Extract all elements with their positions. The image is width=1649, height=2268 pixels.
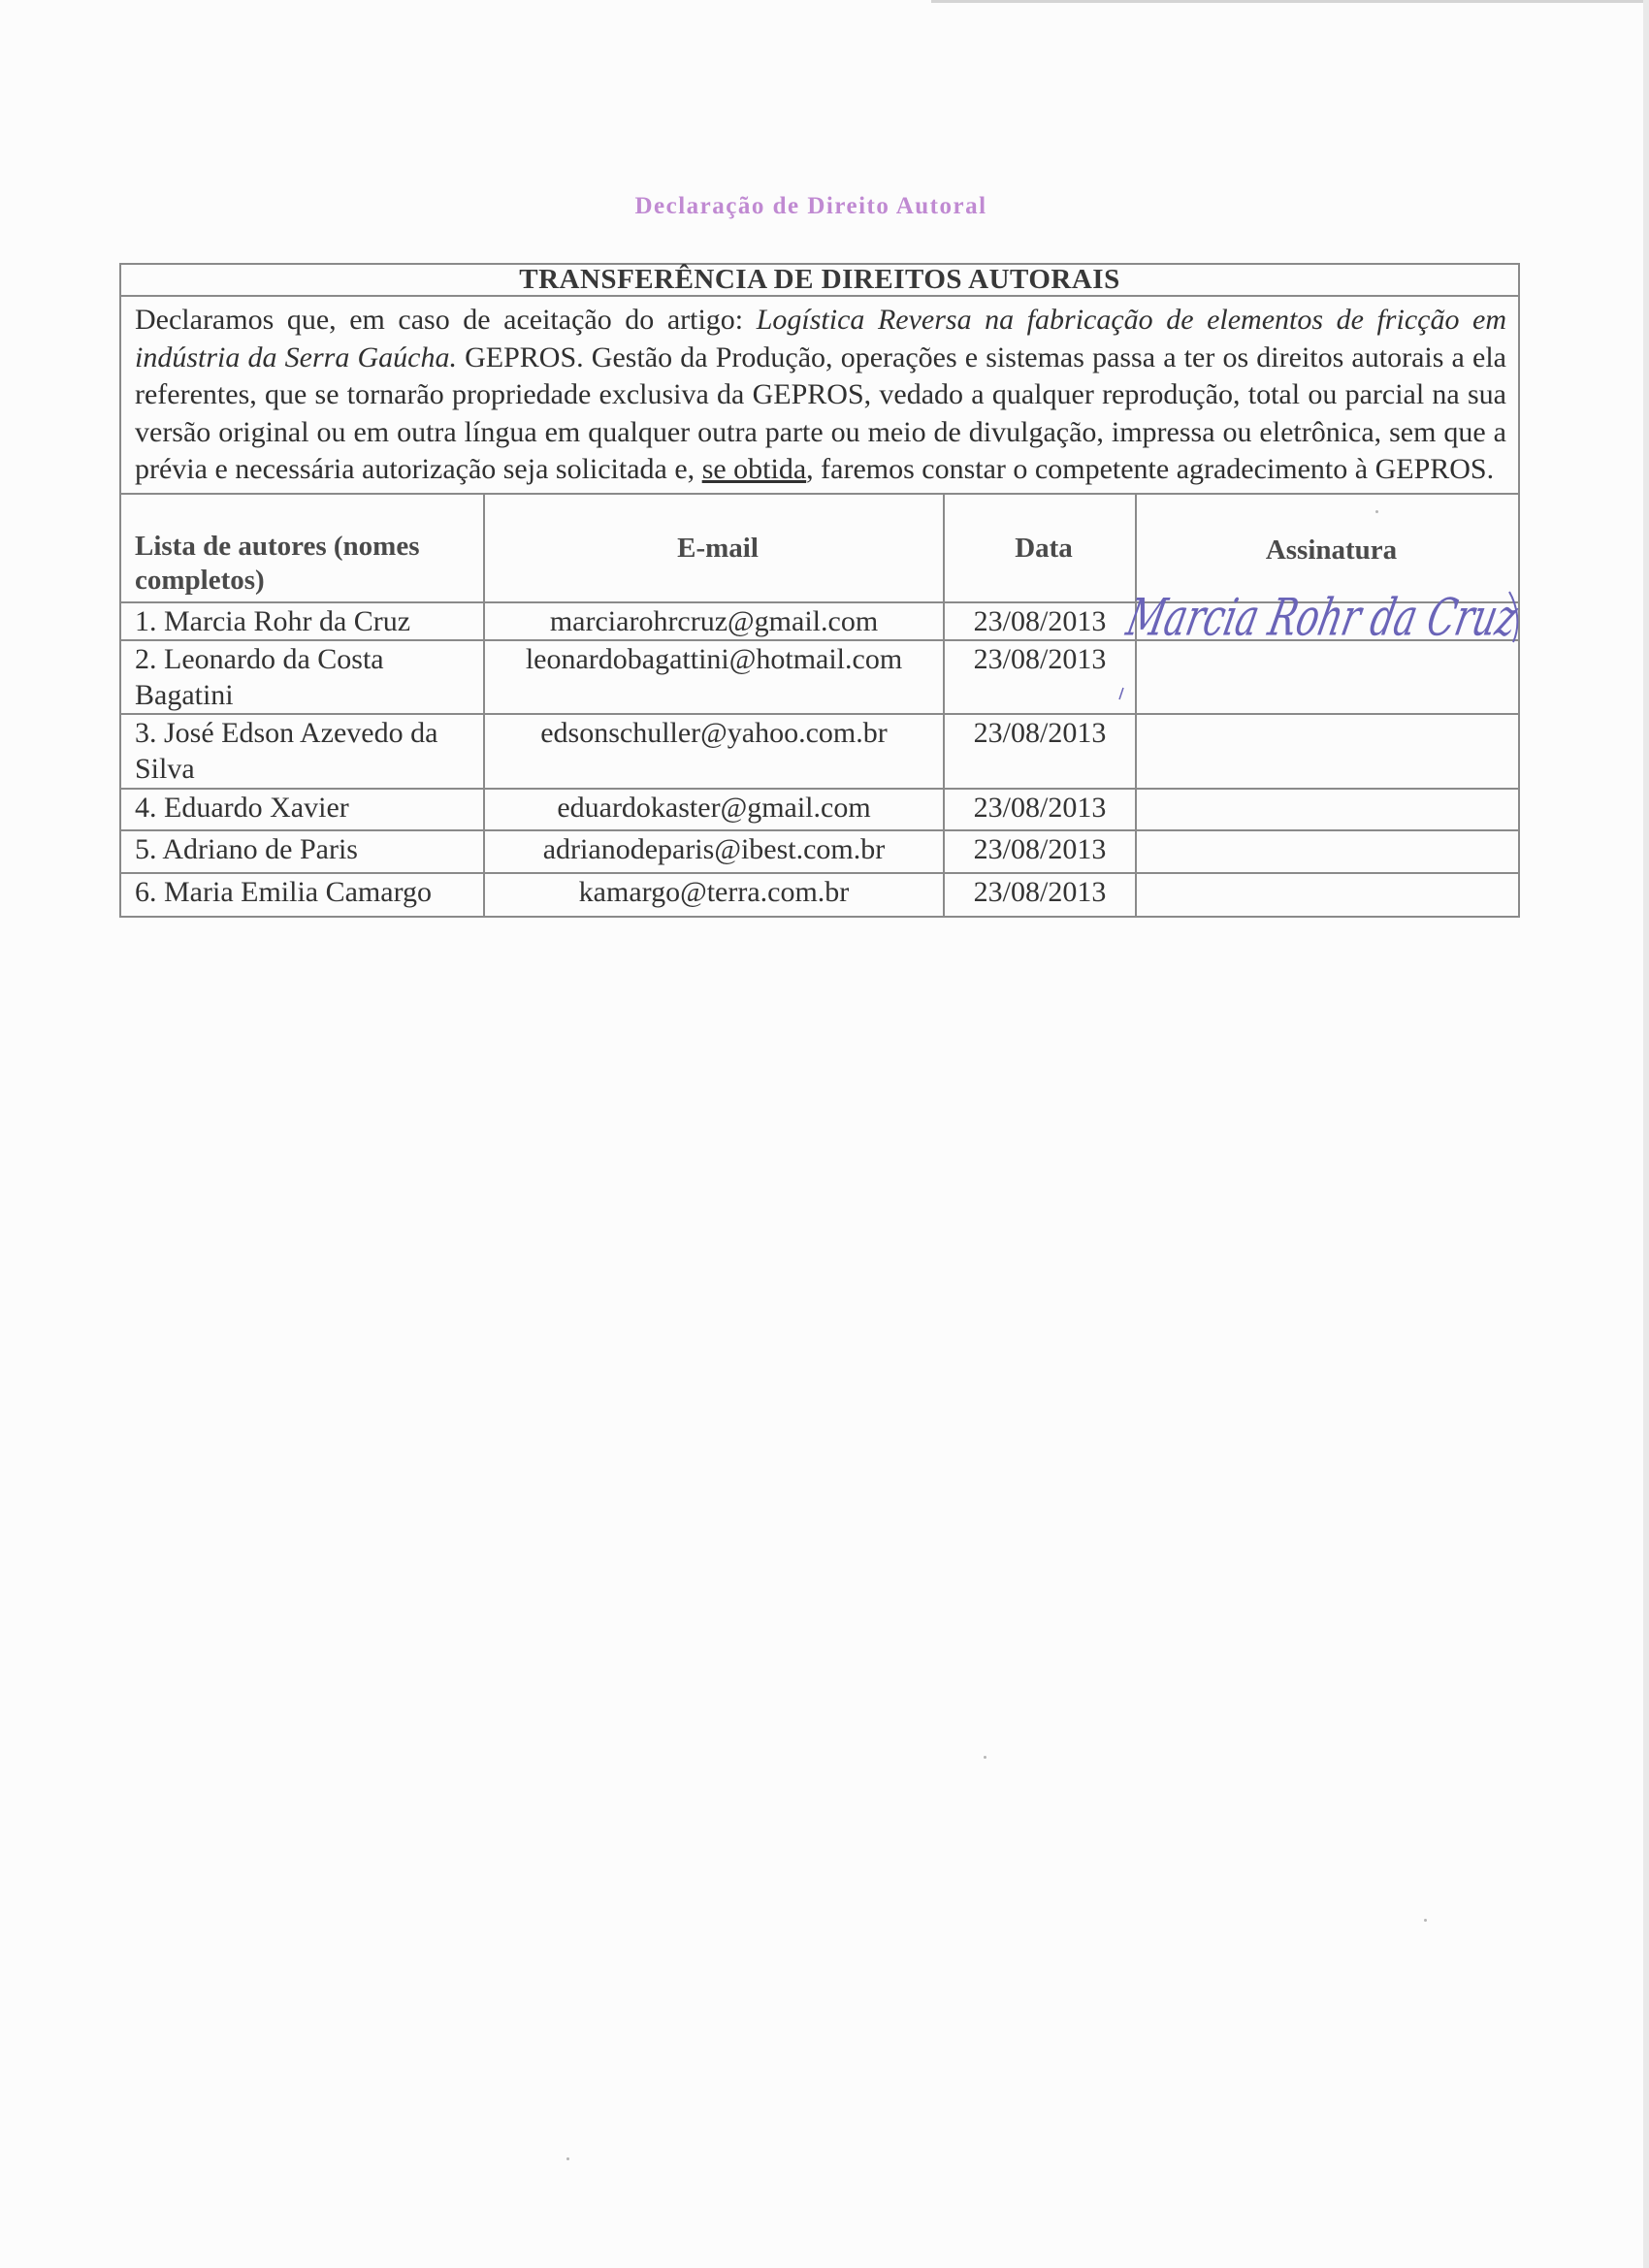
table-row (121, 830, 1518, 873)
header-signature: Assinatura (1136, 494, 1518, 602)
scan-speck (566, 2157, 569, 2160)
table-row (121, 714, 1518, 789)
scan-edge-top (931, 0, 1649, 3)
author-email: kamargo@terra.com.br (484, 873, 944, 916)
declaration-middle: GEPROS. Gestão da Produção, operações e sistemas passa a ter os direitos autorais a ela referentes, que se tornarão propriedade exclusiva da GEPROS, vedado a qualquer reprodução, total ou parcial na sua versão original ou em outra língua em qualquer outra parte ou meio de divulgação, impressa ou eletrônica, sem que a prévia e necessária autorização seja solicitada e, (135, 340, 1506, 485)
author-date: 23/08/2013 (944, 830, 1136, 873)
author-name: 3. José Edson Azevedo da Silva (121, 714, 484, 789)
scan-speck (984, 1756, 986, 1759)
declaration-paragraph (121, 297, 1518, 493)
author-date: 23/08/2013 (944, 789, 1136, 830)
copyright-transfer-box (119, 263, 1610, 918)
author-email: adrianodeparis@ibest.com.br (484, 830, 944, 873)
scan-edge-right (1643, 0, 1649, 2268)
declaration-intro: Declaramos que, em caso de aceitação do artigo: (135, 304, 757, 336)
author-name: 4. Eduardo Xavier (121, 789, 484, 830)
author-date: 23/08/2013 (944, 873, 1136, 916)
author-email: leonardobagattini@hotmail.com (484, 640, 944, 714)
declaration-underlined: se obtida (701, 453, 807, 485)
svg-text:Marcia Rohr da Cruz: Marcia Rohr da Cruz (1121, 586, 1610, 647)
header-authors: Lista de autores (nomes completos) (121, 494, 484, 602)
author-email: edsonschuller@yahoo.com.br (484, 714, 944, 789)
signature-cell (1136, 789, 1518, 830)
box-title: TRANSFERÊNCIA DE DIREITOS AUTORAIS (121, 265, 1518, 297)
author-email: eduardokaster@gmail.com (484, 789, 944, 830)
declaration-ending: , faremos constar o competente agradecimento à GEPROS. (806, 453, 1495, 485)
pen-tick-mark (1117, 687, 1125, 700)
article-title: Logística Reversa na fabricação de elementos de fricção em indústria da Serra Gaúcha. (135, 304, 1506, 373)
author-date: 23/08/2013 (944, 602, 1136, 640)
author-date: 23/08/2013 (944, 714, 1136, 789)
table-row (121, 789, 1518, 830)
scan-speck (1375, 510, 1378, 513)
signature-cell (1136, 873, 1518, 916)
signature-cell (1136, 830, 1518, 873)
header-email: E-mail (484, 494, 944, 602)
table-row (121, 602, 1518, 640)
author-email: marciarohrcruz@gmail.com (484, 602, 944, 640)
handwritten-signature (1121, 586, 1610, 654)
header-date: Data (944, 494, 1136, 602)
scan-speck (1424, 1919, 1427, 1922)
author-name: 5. Adriano de Paris (121, 830, 484, 873)
signature-cell (1121, 586, 1610, 647)
signature-cell (1136, 714, 1518, 789)
author-name: 2. Leonardo da Costa Bagatini (121, 640, 484, 714)
author-date: 23/08/2013 (944, 640, 1136, 714)
document-header-title: Declaração de Direito Autoral (634, 193, 987, 219)
table-row (121, 873, 1518, 916)
authors-table (121, 493, 1610, 916)
author-name: 1. Marcia Rohr da Cruz (121, 602, 484, 640)
author-name: 6. Maria Emilia Camargo (121, 873, 484, 916)
